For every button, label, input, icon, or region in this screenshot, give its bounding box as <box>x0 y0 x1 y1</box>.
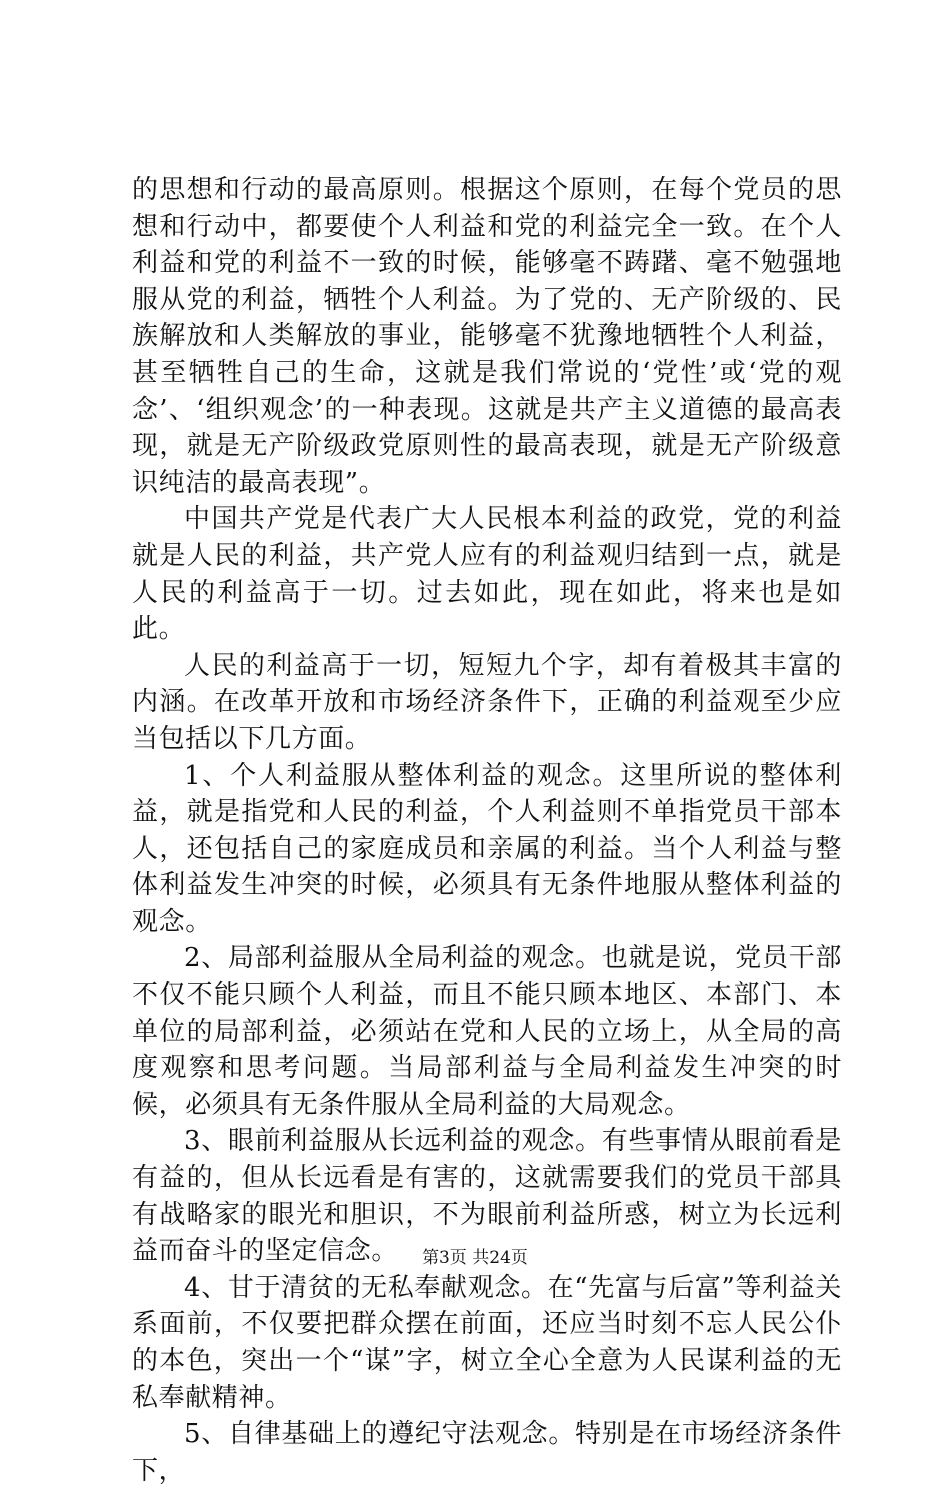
paragraph-item-1: 1、个人利益服从整体利益的观念。这里所说的整体利益，就是指党和人民的利益，个人利益则不单指党员干部本人，还包括自己的家庭成员和亲属的利益。当个人利益与整体利益发生冲突的时候，必须具有无条件地服从整体利益的观念。 <box>132 760 842 937</box>
paragraph-item-3: 3、眼前利益服从长远利益的观念。有些事情从眼前看是有益的，但从长远看是有害的，这就需要我们的党员干部具有战略家的眼光和胆识，不为眼前利益所惑，树立为长远利益而奋斗的坚定信念。 <box>132 1126 842 1267</box>
paragraph-item-5: 5、自律基础上的遵纪守法观念。特别是在市场经济条件下， <box>132 1419 842 1486</box>
document-body <box>132 172 842 1489</box>
paragraph-item-2: 2、局部利益服从全局利益的观念。也就是说，党员干部不仅不能只顾个人利益，而且不能只顾本地区、本部门、本单位的局部利益，必须站在党和人民的立场上，从全局的高度观察和思考问题。当局部利益与全局利益发生冲突的时候，必须具有无条件服从全局利益的大局观念。 <box>132 943 842 1120</box>
paragraph-continuation: 的思想和行动的最高原则。根据这个原则，在每个党员的思想和行动中，都要使个人利益和党的利益完全一致。在个人利益和党的利益不一致的时候，能够毫不踌躇、毫不勉强地服从党的利益，牺牲个人利益。为了党的、无产阶级的、民族解放和人类解放的事业，能够毫不犹豫地牺牲个人利益，甚至牺牲自己的生命，这就是我们常说的‘党性’或‘党的观念’、‘组织观念’的一种表现。这就是共产主义道德的最高表现，就是无产阶级政党原则性的最高表现，就是无产阶级意识纯洁的最高表现”。 <box>132 175 842 498</box>
paragraph-people-interest: 人民的利益高于一切，短短九个字，却有着极其丰富的内涵。在改革开放和市场经济条件下，正确的利益观至少应当包括以下几方面。 <box>132 650 842 754</box>
paragraph-item-4: 4、甘于清贫的无私奉献观念。在“先富与后富”等利益关系面前，不仅要把群众摆在前面，还应当时刻不忘人民公仆的本色，突出一个“谋”字，树立全心全意为人民谋利益的无私奉献精神。 <box>132 1272 842 1413</box>
page-footer: 第3页 共24页 <box>422 1248 528 1268</box>
paragraph-party-interest: 中国共产党是代表广大人民根本利益的政党，党的利益就是人民的利益，共产党人应有的利益观归结到一点，就是人民的利益高于一切。过去如此，现在如此，将来也是如此。 <box>132 504 842 645</box>
